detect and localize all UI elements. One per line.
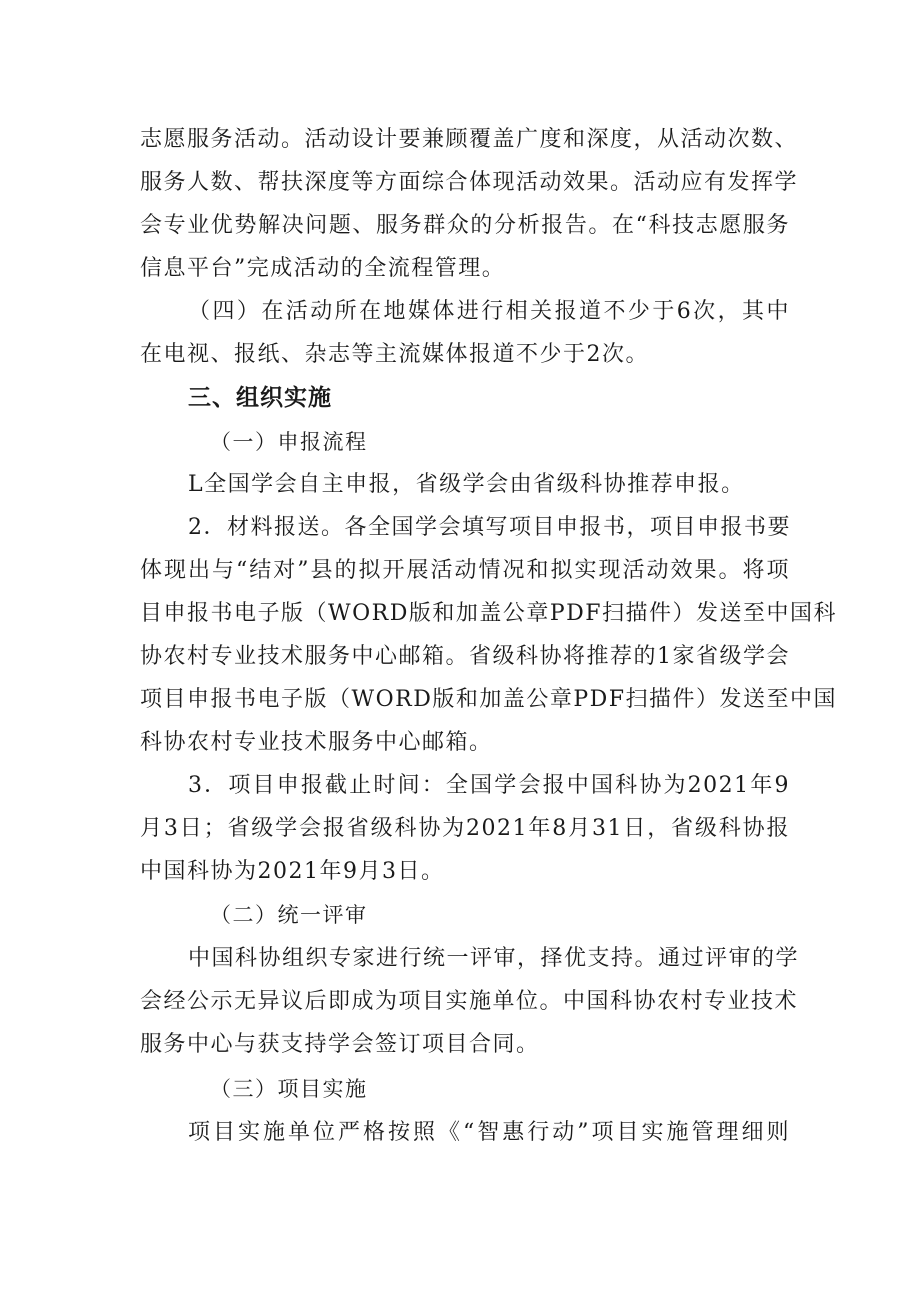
item2-line-3: 目申报书电子版（WORD版和加盖公章PDF扫描件）发送至中国科 bbox=[140, 601, 838, 626]
item1-line: L全国学会自主申报，省级学会由省级科协推荐申报。 bbox=[188, 472, 745, 497]
item2-line-2: 体现出与“结对”县的拟开展活动情况和拟实现活动效果。将项 bbox=[140, 558, 790, 583]
item2-line-4: 协农村专业技术服务中心邮箱。省级科协将推荐的1家省级学会 bbox=[140, 644, 790, 669]
review-line-2: 会经公示无异议后即成为项目实施单位。中国科协农村专业技术 bbox=[140, 989, 799, 1014]
para1-line-3: 会专业优势解决问题、服务群众的分析报告。在“科技志愿服务 bbox=[140, 213, 790, 238]
para1-line-1: 志愿服务活动。活动设计要兼顾覆盖广度和深度，从活动次数、 bbox=[140, 127, 799, 152]
para2-line-2: 在电视、报纸、杂志等主流媒体报道不少于2次。 bbox=[140, 342, 649, 367]
subheading-1: （一）申报流程 bbox=[210, 430, 368, 454]
subheading-2: （二）统一评审 bbox=[210, 903, 368, 927]
subheading-3: （三）项目实施 bbox=[210, 1077, 368, 1101]
para1-line-4: 信息平台”完成活动的全流程管理。 bbox=[140, 256, 506, 281]
review-line-1: 中国科协组织专家进行统一评审，择优支持。通过评审的学 bbox=[188, 946, 800, 971]
item2-line-6: 科协农村专业技术服务中心邮箱。 bbox=[140, 730, 493, 755]
review-line-3: 服务中心与获支持学会签订项目合同。 bbox=[140, 1032, 540, 1057]
item3-line-2: 月3日；省级学会报省级科协为2021年8月31日，省级科协报 bbox=[140, 816, 790, 841]
item2-line-1: 2．材料报送。各全国学会填写项目申报书，项目申报书要 bbox=[188, 515, 791, 540]
para2-line-1: （四）在活动所在地媒体进行相关报道不少于6次，其中 bbox=[188, 299, 790, 324]
item3-line-1: 3．项目申报截止时间：全国学会报中国科协为2021年9 bbox=[188, 773, 790, 798]
impl-line-1: 项目实施单位严格按照《“智惠行动”项目实施管理细则 bbox=[188, 1120, 790, 1145]
item2-line-5: 项目申报书电子版（WORD版和加盖公章PDF扫描件）发送至中国 bbox=[140, 687, 838, 712]
item3-line-3: 中国科协为2021年9月3日。 bbox=[140, 859, 445, 884]
para1-line-2: 服务人数、帮扶深度等方面综合体现活动效果。活动应有发挥学 bbox=[140, 170, 799, 195]
section-heading-3: 三、组织实施 bbox=[188, 385, 332, 411]
